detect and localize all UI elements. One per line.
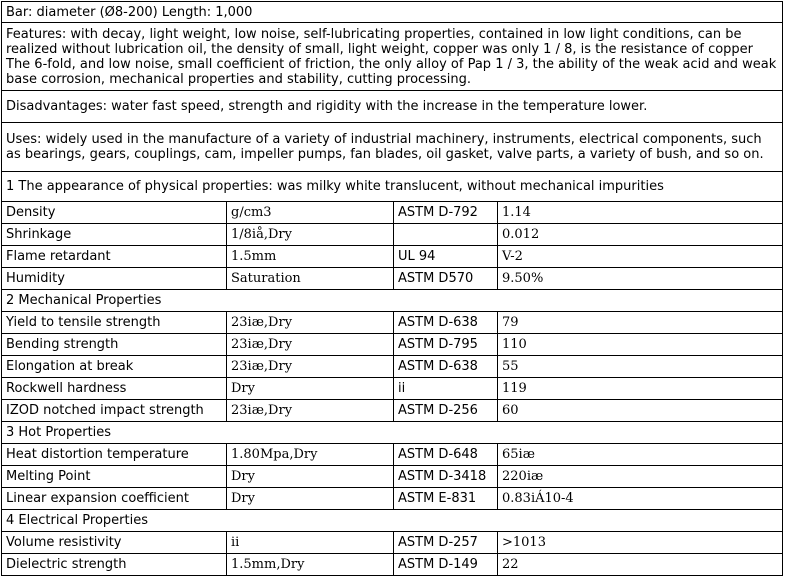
test-condition: g/cm3 xyxy=(227,202,394,224)
table-row xyxy=(2,356,783,378)
property-value: 79 xyxy=(498,312,783,334)
table-row xyxy=(2,400,783,422)
property-value: 60 xyxy=(498,400,783,422)
property-name: Heat distortion temperature xyxy=(2,444,227,466)
property-value: 119 xyxy=(498,378,783,400)
test-method: ASTM D-149 xyxy=(394,554,498,576)
property-name: Shrinkage xyxy=(2,224,227,246)
section-header-row xyxy=(2,172,783,202)
table-row xyxy=(2,224,783,246)
property-name: Elongation at break xyxy=(2,356,227,378)
test-method: ASTM D-256 xyxy=(394,400,498,422)
test-method: ASTM D570 xyxy=(394,268,498,290)
section-header-row xyxy=(2,290,783,312)
table-row xyxy=(2,268,783,290)
test-condition: ii xyxy=(227,532,394,554)
section-header-row xyxy=(2,422,783,444)
property-value: V-2 xyxy=(498,246,783,268)
test-method: ASTM D-638 xyxy=(394,356,498,378)
property-name: Melting Point xyxy=(2,466,227,488)
property-name: Flame retardant xyxy=(2,246,227,268)
properties-table-body xyxy=(2,2,783,576)
table-row xyxy=(2,202,783,224)
table-row xyxy=(2,554,783,576)
section-title: 4 Electrical Properties xyxy=(2,510,783,532)
test-condition: 23iæ,Dry xyxy=(227,400,394,422)
property-value: 9.50% xyxy=(498,268,783,290)
property-name: Rockwell hardness xyxy=(2,378,227,400)
property-value: 65iæ xyxy=(498,444,783,466)
test-condition: 1.5mm,Dry xyxy=(227,554,394,576)
property-value: 22 xyxy=(498,554,783,576)
property-name: Yield to tensile strength xyxy=(2,312,227,334)
property-value: 55 xyxy=(498,356,783,378)
test-method xyxy=(394,224,498,246)
property-name: Volume resistivity xyxy=(2,532,227,554)
property-name: Linear expansion coefficient xyxy=(2,488,227,510)
property-name: Bending strength xyxy=(2,334,227,356)
section-title: 1 The appearance of physical properties: was milky white translucent, without mechanical impurities xyxy=(2,172,783,202)
test-condition: Dry xyxy=(227,488,394,510)
disadvantages-row xyxy=(2,91,783,123)
property-name: Dielectric strength xyxy=(2,554,227,576)
test-condition: 23iæ,Dry xyxy=(227,334,394,356)
property-value: 220iæ xyxy=(498,466,783,488)
test-method: ASTM D-648 xyxy=(394,444,498,466)
property-value: >1013 xyxy=(498,532,783,554)
features-text: Features: with decay, light weight, low noise, self-lubricating properties, contained in low light conditions, can be realized without lubrication oil, the density of small, light weight, copper was only 1 / 8, is the resistance of copper The 6-fold, and low noise, small coefficient of friction, the only alloy of Pap 1 / 3, the ability of the weak acid and weak base corrosion, mechanical properties and stability, cutting processing. xyxy=(2,23,783,91)
property-name: Density xyxy=(2,202,227,224)
test-condition: 23iæ,Dry xyxy=(227,356,394,378)
disadvantages-text: Disadvantages: water fast speed, strength and rigidity with the increase in the temperature lower. xyxy=(2,91,783,123)
test-method: ASTM D-3418 xyxy=(394,466,498,488)
property-value: 0.83iÁ10-4 xyxy=(498,488,783,510)
test-method: ASTM D-792 xyxy=(394,202,498,224)
test-method: ASTM D-795 xyxy=(394,334,498,356)
properties-table xyxy=(1,1,783,576)
uses-row xyxy=(2,123,783,172)
section-header-row xyxy=(2,510,783,532)
table-row xyxy=(2,334,783,356)
test-condition: 23iæ,Dry xyxy=(227,312,394,334)
property-value: 0.012 xyxy=(498,224,783,246)
test-condition: 1.80Mpa,Dry xyxy=(227,444,394,466)
test-condition: 1/8iå,Dry xyxy=(227,224,394,246)
uses-text: Uses: widely used in the manufacture of a variety of industrial machinery, instruments, electrical components, such as bearings, gears, couplings, cam, impeller pumps, fan blades, oil gasket, valve parts, a variety of bush, and so on. xyxy=(2,123,783,172)
table-row xyxy=(2,444,783,466)
property-value: 110 xyxy=(498,334,783,356)
test-method: ASTM E-831 xyxy=(394,488,498,510)
property-value: 1.14 xyxy=(498,202,783,224)
test-method: ii xyxy=(394,378,498,400)
section-title: 3 Hot Properties xyxy=(2,422,783,444)
test-method: UL 94 xyxy=(394,246,498,268)
table-row xyxy=(2,466,783,488)
property-name: IZOD notched impact strength xyxy=(2,400,227,422)
test-condition: Saturation xyxy=(227,268,394,290)
table-row xyxy=(2,312,783,334)
bar-row xyxy=(2,2,783,23)
property-name: Humidity xyxy=(2,268,227,290)
section-title: 2 Mechanical Properties xyxy=(2,290,783,312)
test-method: ASTM D-638 xyxy=(394,312,498,334)
test-condition: 1.5mm xyxy=(227,246,394,268)
table-row xyxy=(2,488,783,510)
table-row xyxy=(2,532,783,554)
test-method: ASTM D-257 xyxy=(394,532,498,554)
table-row xyxy=(2,246,783,268)
bar-spec: Bar: diameter (Ø8-200) Length: 1,000 xyxy=(2,2,783,23)
test-condition: Dry xyxy=(227,378,394,400)
table-row xyxy=(2,378,783,400)
features-row xyxy=(2,23,783,91)
test-condition: Dry xyxy=(227,466,394,488)
